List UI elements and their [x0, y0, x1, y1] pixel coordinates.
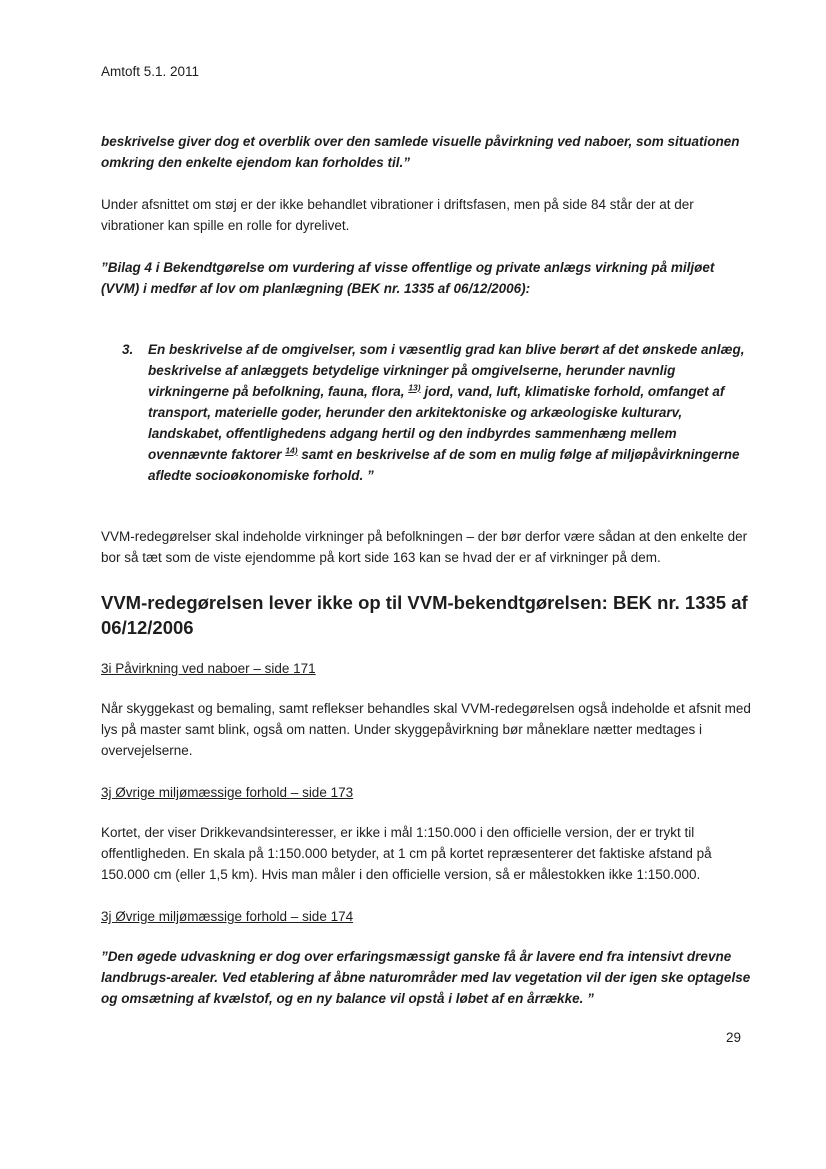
quote-udvaskning: ”Den øgede udvaskning er dog over erfaringsmæssigt ganske få år lavere end fra intensivt drevne landbrugs-arealer. Ved etablering af åbne naturområder med lav vegetation vil der igen ske optagelse og omsætning af kvælstof, og en ny balance vil opstå i løbet af en årrække. ”	[101, 949, 751, 1006]
paragraph-befolkning: VVM-redegørelser skal indeholde virkninger på befolkningen – der bør derfor være sådan at den enkelte der bor så tæt som de viste ejendomme på kort side 163 kan se hvad der er af virkninger på dem.	[101, 529, 748, 565]
list-text-part2: jord, vand, luft, klimatiske forhold, omfanget af transport, materielle goder, herunder den arkitektoniske og arkæologiske kulturarv, landskabet, offentlighedens adgang hertil og den indbyrdes sammenhæng mellem ovennævnte faktorer	[148, 384, 725, 462]
section-heading: VVM-redegørelsen lever ikke op til VVM-bekendtgørelsen: BEK nr. 1335 af 06/12/2006	[101, 592, 748, 638]
paragraph-vibrations: Under afsnittet om støj er der ikke behandlet vibrationer i driftsfasen, men på side 84 står der at der vibrationer kan spille en rolle for dyrelivet.	[101, 197, 694, 233]
numbered-list-item	[122, 339, 751, 486]
paragraph-skyggekast: Når skyggekast og bemaling, samt reflekser behandles skal VVM-redegørelsen også indeholde et afsnit med lys på master samt blink, også om natten. Under skyggepåvirkning bør måneklare nætter medtages i overvejelserne.	[101, 701, 751, 758]
subsection-title-174: 3j Øvrige miljømæssige forhold – side 174	[101, 909, 354, 924]
footnote-ref-13[interactable]: 13)	[408, 382, 421, 393]
page-number: 29	[726, 1030, 742, 1045]
footnote-ref-14[interactable]: 14)	[285, 445, 298, 456]
quote-continuation: beskrivelse giver dog et overblik over den samlede visuelle påvirkning ved naboer, som situationen omkring den enkelte ejendom kan forholdes til.”	[101, 134, 740, 170]
page-content	[101, 131, 751, 1009]
subsection-title-173: 3j Øvrige miljømæssige forhold – side 173	[101, 785, 354, 800]
list-text-part1: En beskrivelse af de omgivelser, som i væsentlig grad kan blive berørt af det ønskede anlæg, beskrivelse af anlæggets betydelige virkninger på omgivelserne, herunder navnlig virkningerne på befolkning, fauna, flora,	[148, 342, 745, 399]
paragraph-drikkevand: Kortet, der viser Drikkevandsinteresser, er ikke i mål 1:150.000 i den officielle version, der er trykt til offentligheden. En skala på 1:150.000 betyder, at 1 cm på kortet repræsenterer det faktiske afstand på 150.000 cm (eller 1,5 km). Hvis man måler i den officielle version, så er målestokken ikke 1:150.000.	[101, 825, 712, 882]
list-number: 3.	[122, 342, 134, 357]
page-header: Amtoft 5.1. 2011	[101, 64, 200, 79]
subsection-title-171: 3i Påvirkning ved naboer – side 171	[101, 661, 316, 676]
list-text-part3: samt en beskrivelse af de som en mulig følge af miljøpåvirkningerne afledte socioøkonomiske forhold. ”	[148, 447, 740, 483]
list-item-text	[148, 339, 751, 486]
quote-bilag-intro: ”Bilag 4 i Bekendtgørelse om vurdering af visse offentlige og private anlægs virkning på miljøet (VVM) i medfør af lov om planlægning (BEK nr. 1335 af 06/12/2006):	[101, 260, 715, 296]
